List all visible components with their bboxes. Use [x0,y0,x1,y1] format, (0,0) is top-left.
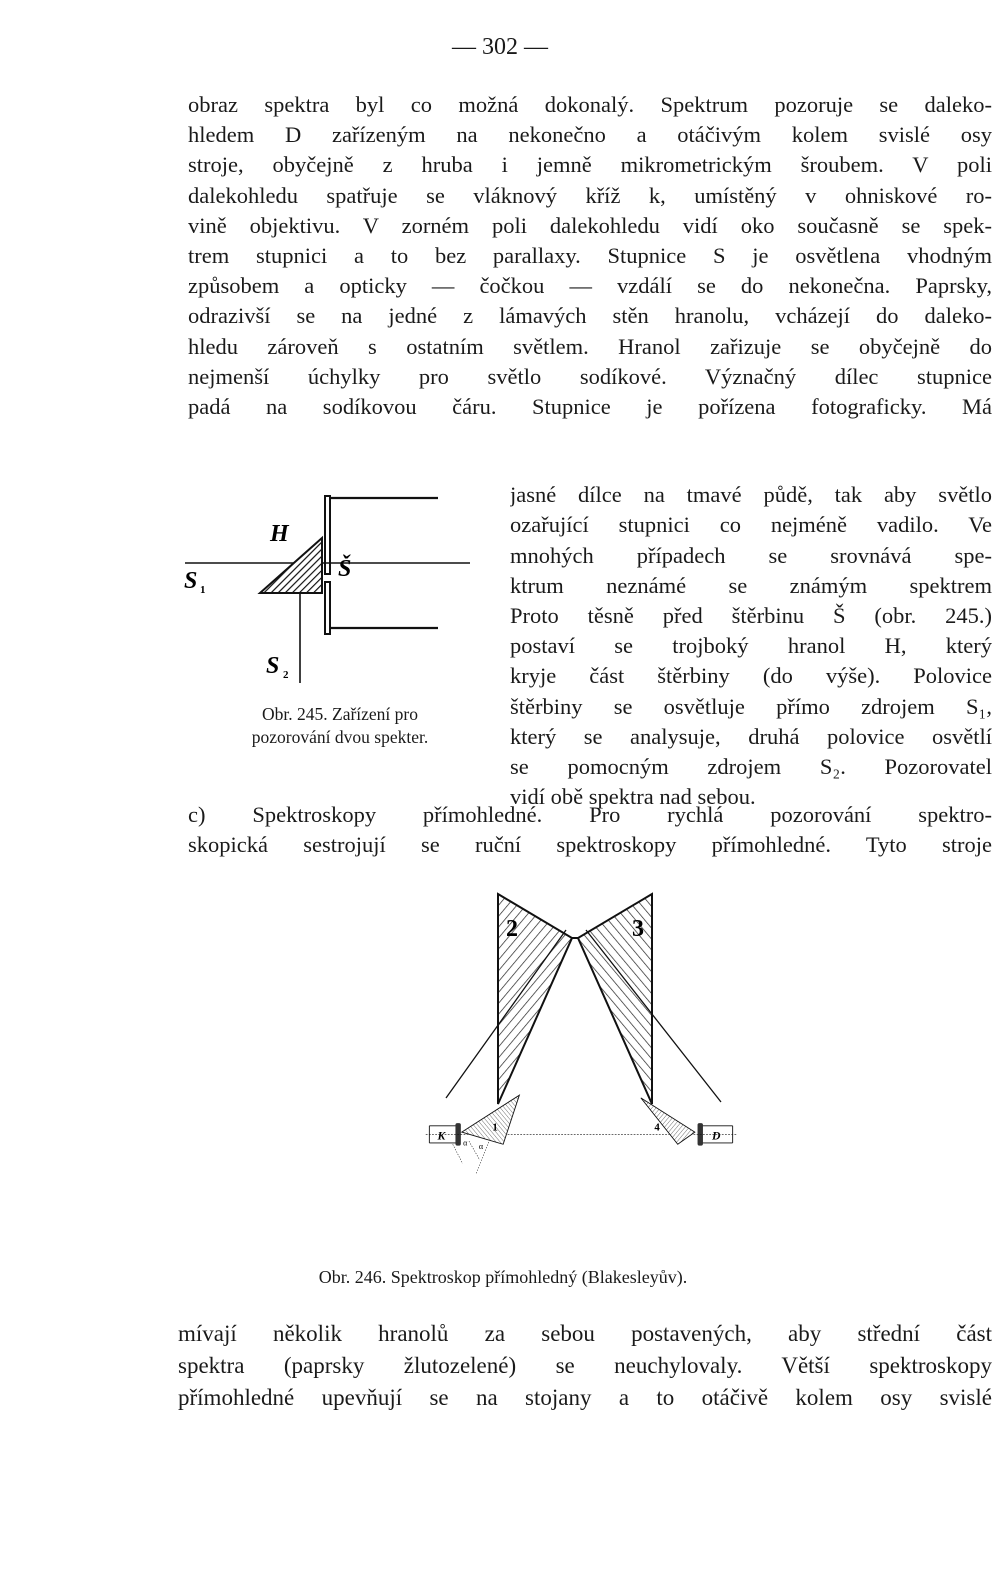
text-line: skopická sestrojují se ruční spektroskopy přímohledné. Tyto stroje [188,832,992,858]
text-line: Proto těsně před štěrbinu Š (obr. 245.) [510,603,992,629]
text-line: štěrbiny se osvětluje přímo zdrojem S₁, [510,693,992,719]
ray-guide-1 [453,1144,463,1163]
text-line: který se analysuje, druhá polovice osvětlí [510,723,992,749]
text-line: vině objektivu. V zorném poli dalekohledu vidí oko současně se spek- [188,212,992,238]
text-line: způsobem a opticky — čočkou — vzdálí se do nekonečna. Paprsky, [188,273,992,299]
label-s2: S [266,653,280,679]
alpha-1: α [463,1138,468,1148]
paragraph-2 [510,450,992,812]
prism-3-label: 3 [632,916,644,942]
text-line: padá na sodíkovou čáru. Stupnice je pořízena fotograficky. Má [188,394,992,420]
text-line: c) Spektroskopy přímohledné. Pro rychlá pozorování spektro- [188,802,992,827]
figure-246-upper-prisms [236,880,926,1110]
text-line: obraz spektra byl co možná dokonalý. Spektrum pozoruje se daleko- [188,92,992,117]
alpha-2: α [478,1142,484,1152]
text-line: hledem D zařízeným na nekonečno a otáčivým kolem svislé osy [188,122,992,148]
figure-245-diagram [180,478,470,698]
caption-line: pozorování dvou spekter. [251,727,429,747]
text-line: dalekohledu spatřuje se vláknový kříž k, umístěný v ohniskové ro- [188,182,992,208]
label-s1: S [184,568,198,594]
paragraph-3 [188,800,992,860]
label-d: D [711,1129,721,1143]
label-h: H [270,521,289,547]
text-line: nejmenší úchylky pro světlo sodíkové. Význačný dílec stupnice [188,363,992,389]
text-line: mívají několik hranolů za sebou postavených, aby střední část [178,1321,992,1346]
figure-246-caption: Obr. 246. Spektroskop přímohledný (Blakesleyův). [318,1267,688,1287]
prism-4-label: 4 [654,1121,660,1134]
text-line: přímohledné upevňují se na stojany a to otáčivě kolem osy svislé [178,1385,992,1410]
text-line: ktrum neznámé se známým spektrem [510,572,992,598]
text-line: kryje část štěrbiny (do výše). Polovice [510,663,992,689]
label-k: K [437,1129,446,1143]
figure-246-diagram [236,1088,926,1268]
caption-line: Obr. 245. Zařízení pro [262,704,418,724]
page-number: — 302 — [452,34,548,60]
prism-1-label: 1 [492,1121,498,1134]
slit-bar-lower [325,582,330,634]
figure-245-caption [205,703,475,749]
text-line: spektra (paprsky žlutozelené) se neuchylovaly. Větší spektroskopy [178,1353,992,1378]
paragraph-1 [188,90,992,422]
text-line: postaví se trojboký hranol H, který [510,633,992,659]
ray-3-4 [586,930,721,1102]
text-line: vidí obě spektra nad sebou. [510,784,756,810]
text-line: ozařující stupnici co nejméně vadilo. Ve [510,512,992,538]
label-slit: Š [338,556,352,582]
text-line: se pomocným zdrojem S₂. Pozorovatel [510,754,992,780]
text-line: odrazivší se na jedné z lámavých stěn hranolu, vcházejí do daleko- [188,303,992,329]
text-line: jasné dílce na tmavé půdě, tak aby světlo [510,482,992,508]
label-s2-sub: 2 [283,669,289,681]
text-line: stroje, obyčejně z hruba i jemně mikrometrickým šroubem. V poli [188,152,992,178]
label-s1-sub: 1 [200,584,206,596]
prism-2-label: 2 [506,916,518,942]
paragraph-4 [178,1318,992,1414]
ray-guide-2 [469,1141,480,1160]
text-line: mnohých případech se srovnává spe- [510,542,992,568]
text-line: hledu zároveň s ostatním světlem. Hranol zařizuje se obyčejně do [188,333,992,359]
text-line: trem stupnici a to bez parallaxy. Stupnice S je osvětlena vhodným [188,243,992,269]
